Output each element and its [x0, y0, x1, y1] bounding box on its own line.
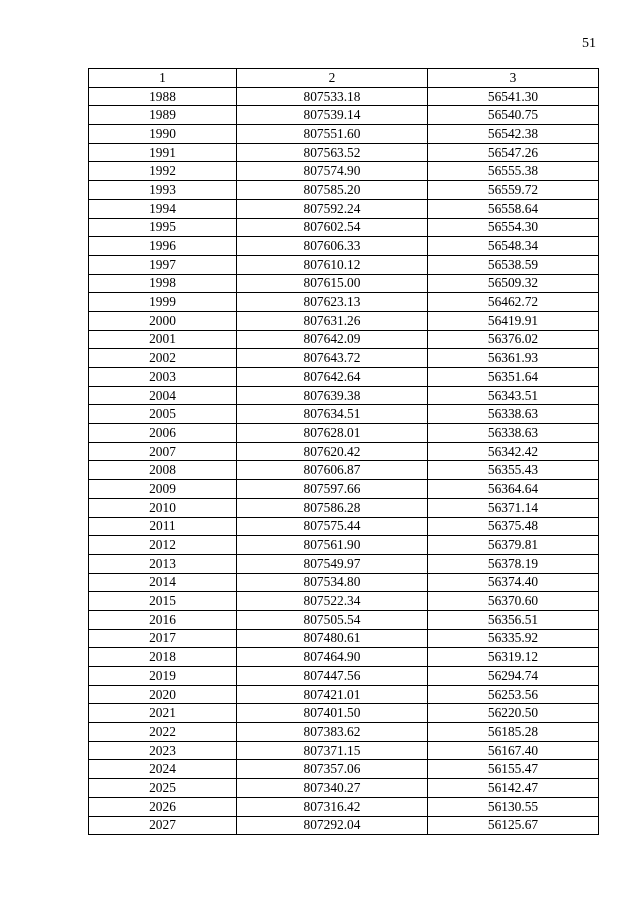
table-row	[89, 199, 599, 218]
year-cell: 2003	[89, 368, 237, 387]
value-2-cell: 807505.54	[237, 610, 428, 629]
value-2-cell: 807634.51	[237, 405, 428, 424]
table-row	[89, 517, 599, 536]
value-3-cell: 56142.47	[428, 779, 599, 798]
value-3-cell: 56374.40	[428, 573, 599, 592]
table-row	[89, 106, 599, 125]
value-2-cell: 807534.80	[237, 573, 428, 592]
year-cell: 1989	[89, 106, 237, 125]
year-cell: 1992	[89, 162, 237, 181]
year-cell: 1997	[89, 255, 237, 274]
table-row	[89, 125, 599, 144]
table-row	[89, 349, 599, 368]
table-row	[89, 779, 599, 798]
year-cell: 2020	[89, 685, 237, 704]
year-cell: 2004	[89, 386, 237, 405]
table-row	[89, 368, 599, 387]
year-cell: 2025	[89, 779, 237, 798]
year-cell: 2018	[89, 648, 237, 667]
value-3-cell: 56185.28	[428, 723, 599, 742]
value-2-cell: 807642.09	[237, 330, 428, 349]
value-3-cell: 56538.59	[428, 255, 599, 274]
table-row	[89, 498, 599, 517]
column-header-1: 1	[89, 69, 237, 88]
value-3-cell: 56364.64	[428, 480, 599, 499]
table-row	[89, 685, 599, 704]
year-cell: 2001	[89, 330, 237, 349]
table-row	[89, 255, 599, 274]
value-2-cell: 807522.34	[237, 592, 428, 611]
value-2-cell: 807628.01	[237, 424, 428, 443]
value-2-cell: 807371.15	[237, 741, 428, 760]
year-cell: 2016	[89, 610, 237, 629]
year-cell: 2002	[89, 349, 237, 368]
value-2-cell: 807643.72	[237, 349, 428, 368]
table-row	[89, 816, 599, 835]
value-2-cell: 807606.87	[237, 461, 428, 480]
value-3-cell: 56542.38	[428, 125, 599, 144]
year-cell: 2010	[89, 498, 237, 517]
value-2-cell: 807292.04	[237, 816, 428, 835]
year-cell: 1995	[89, 218, 237, 237]
value-2-cell: 807447.56	[237, 667, 428, 686]
column-header-3: 3	[428, 69, 599, 88]
page-number: 51	[582, 36, 596, 51]
value-3-cell: 56547.26	[428, 143, 599, 162]
year-cell: 1996	[89, 237, 237, 256]
table-row	[89, 386, 599, 405]
value-2-cell: 807586.28	[237, 498, 428, 517]
year-cell: 1991	[89, 143, 237, 162]
value-3-cell: 56548.34	[428, 237, 599, 256]
value-2-cell: 807464.90	[237, 648, 428, 667]
value-2-cell: 807592.24	[237, 199, 428, 218]
value-3-cell: 56130.55	[428, 797, 599, 816]
year-cell: 2019	[89, 667, 237, 686]
value-3-cell: 56419.91	[428, 311, 599, 330]
data-table	[88, 68, 599, 835]
value-3-cell: 56351.64	[428, 368, 599, 387]
value-2-cell: 807615.00	[237, 274, 428, 293]
table-row	[89, 293, 599, 312]
value-3-cell: 56541.30	[428, 87, 599, 106]
table-row	[89, 143, 599, 162]
table-row	[89, 760, 599, 779]
year-cell: 2009	[89, 480, 237, 499]
value-2-cell: 807575.44	[237, 517, 428, 536]
year-cell: 2015	[89, 592, 237, 611]
value-2-cell: 807639.38	[237, 386, 428, 405]
value-3-cell: 56462.72	[428, 293, 599, 312]
value-3-cell: 56370.60	[428, 592, 599, 611]
value-3-cell: 56558.64	[428, 199, 599, 218]
value-3-cell: 56371.14	[428, 498, 599, 517]
header-row	[89, 69, 599, 88]
table-row	[89, 629, 599, 648]
table-row	[89, 442, 599, 461]
table-row	[89, 330, 599, 349]
value-3-cell: 56335.92	[428, 629, 599, 648]
year-cell: 1998	[89, 274, 237, 293]
value-2-cell: 807574.90	[237, 162, 428, 181]
year-cell: 2013	[89, 554, 237, 573]
value-3-cell: 56559.72	[428, 181, 599, 200]
value-2-cell: 807549.97	[237, 554, 428, 573]
year-cell: 2005	[89, 405, 237, 424]
table-row	[89, 723, 599, 742]
year-cell: 2008	[89, 461, 237, 480]
value-3-cell: 56509.32	[428, 274, 599, 293]
column-header-2: 2	[237, 69, 428, 88]
value-2-cell: 807480.61	[237, 629, 428, 648]
year-cell: 1993	[89, 181, 237, 200]
value-2-cell: 807602.54	[237, 218, 428, 237]
value-2-cell: 807539.14	[237, 106, 428, 125]
table-row	[89, 218, 599, 237]
year-cell: 1990	[89, 125, 237, 144]
value-2-cell: 807585.20	[237, 181, 428, 200]
value-2-cell: 807340.27	[237, 779, 428, 798]
value-3-cell: 56355.43	[428, 461, 599, 480]
value-3-cell: 56167.40	[428, 741, 599, 760]
table-row	[89, 480, 599, 499]
year-cell: 2006	[89, 424, 237, 443]
value-3-cell: 56253.56	[428, 685, 599, 704]
value-3-cell: 56378.19	[428, 554, 599, 573]
value-2-cell: 807401.50	[237, 704, 428, 723]
value-3-cell: 56540.75	[428, 106, 599, 125]
value-3-cell: 56356.51	[428, 610, 599, 629]
value-2-cell: 807561.90	[237, 536, 428, 555]
value-3-cell: 56554.30	[428, 218, 599, 237]
value-3-cell: 56342.42	[428, 442, 599, 461]
value-2-cell: 807563.52	[237, 143, 428, 162]
table-row	[89, 311, 599, 330]
table-row	[89, 704, 599, 723]
year-cell: 2022	[89, 723, 237, 742]
year-cell: 2024	[89, 760, 237, 779]
value-2-cell: 807383.62	[237, 723, 428, 742]
value-3-cell: 56361.93	[428, 349, 599, 368]
table-row	[89, 461, 599, 480]
value-2-cell: 807606.33	[237, 237, 428, 256]
table-row	[89, 237, 599, 256]
year-cell: 1994	[89, 199, 237, 218]
value-3-cell: 56155.47	[428, 760, 599, 779]
table-row	[89, 592, 599, 611]
table-row	[89, 424, 599, 443]
year-cell: 2012	[89, 536, 237, 555]
year-cell: 2000	[89, 311, 237, 330]
value-3-cell: 56343.51	[428, 386, 599, 405]
value-2-cell: 807533.18	[237, 87, 428, 106]
table-row	[89, 610, 599, 629]
year-cell: 2026	[89, 797, 237, 816]
value-2-cell: 807597.66	[237, 480, 428, 499]
value-2-cell: 807631.26	[237, 311, 428, 330]
value-2-cell: 807551.60	[237, 125, 428, 144]
year-cell: 1988	[89, 87, 237, 106]
year-cell: 2014	[89, 573, 237, 592]
table-row	[89, 536, 599, 555]
year-cell: 2007	[89, 442, 237, 461]
table-row	[89, 667, 599, 686]
value-2-cell: 807642.64	[237, 368, 428, 387]
table-row	[89, 87, 599, 106]
value-3-cell: 56375.48	[428, 517, 599, 536]
value-3-cell: 56294.74	[428, 667, 599, 686]
value-2-cell: 807316.42	[237, 797, 428, 816]
value-3-cell: 56338.63	[428, 405, 599, 424]
year-cell: 1999	[89, 293, 237, 312]
year-cell: 2021	[89, 704, 237, 723]
table-row	[89, 162, 599, 181]
value-2-cell: 807623.13	[237, 293, 428, 312]
table-row	[89, 274, 599, 293]
table-row	[89, 648, 599, 667]
table-row	[89, 741, 599, 760]
year-cell: 2017	[89, 629, 237, 648]
value-3-cell: 56555.38	[428, 162, 599, 181]
year-cell: 2027	[89, 816, 237, 835]
table-row	[89, 554, 599, 573]
value-3-cell: 56220.50	[428, 704, 599, 723]
value-2-cell: 807620.42	[237, 442, 428, 461]
value-2-cell: 807421.01	[237, 685, 428, 704]
value-2-cell: 807610.12	[237, 255, 428, 274]
value-3-cell: 56125.67	[428, 816, 599, 835]
table-row	[89, 573, 599, 592]
value-2-cell: 807357.06	[237, 760, 428, 779]
year-cell: 2023	[89, 741, 237, 760]
value-3-cell: 56338.63	[428, 424, 599, 443]
table-row	[89, 405, 599, 424]
table-body	[89, 87, 599, 835]
value-3-cell: 56376.02	[428, 330, 599, 349]
value-3-cell: 56319.12	[428, 648, 599, 667]
table-header	[89, 69, 599, 88]
table-row	[89, 181, 599, 200]
value-3-cell: 56379.81	[428, 536, 599, 555]
table-row	[89, 797, 599, 816]
year-cell: 2011	[89, 517, 237, 536]
